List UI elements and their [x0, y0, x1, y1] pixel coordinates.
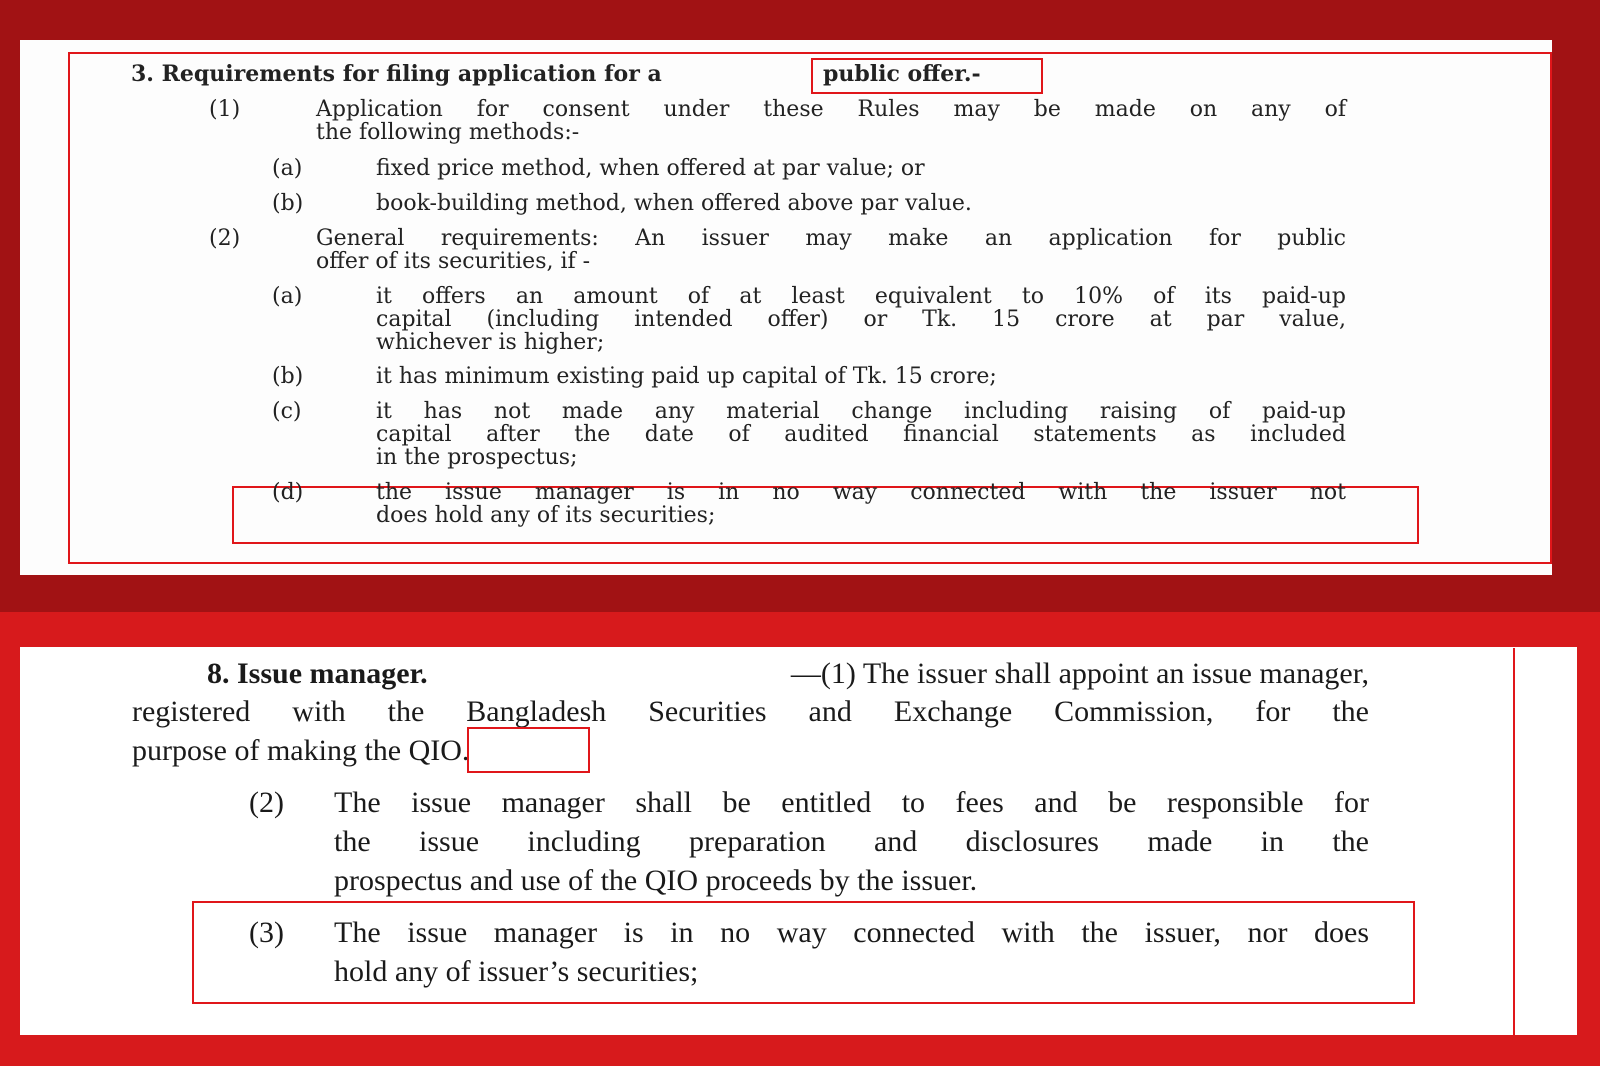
item3-line2: hold any of issuer’s securities;	[334, 955, 699, 988]
para1-line3	[132, 731, 469, 770]
para1-line3-prefix: purpose of making the	[132, 734, 402, 767]
item3-number: (3)	[249, 916, 284, 949]
para1-line1-rest: —(1) The issuer shall appoint an issue manager,	[790, 657, 1369, 690]
para1-line2: registered with the Bangladesh Securities and Exchange Commission, for the	[132, 695, 1369, 728]
sub2-item-c-line1: it has not made any material change including raising of paid-up	[376, 399, 1346, 424]
qio-panel-right-rule	[1513, 648, 1515, 1036]
qio-highlight-text: QIO.	[408, 734, 470, 767]
qio-section-heading	[207, 654, 1369, 693]
sub2-item-a-letter: (a)	[272, 284, 303, 309]
sub1-item-a-text: fixed price method, when offered at par value; or	[376, 156, 925, 181]
sub2-line2: offer of its securities, if -	[316, 249, 591, 274]
sub2-item-c-letter: (c)	[272, 399, 302, 424]
sub1-line2: the following methods:-	[316, 120, 580, 145]
sub2-item-a-line2: capital (including intended offer) or Tk. 15 crore at par value,	[376, 307, 1346, 332]
item2-number: (2)	[249, 786, 284, 819]
item2-line3: prospectus and use of the QIO proceeds by the issuer.	[334, 864, 978, 897]
item2-line2: the issue including preparation and disclosures made in the	[334, 825, 1369, 858]
sub1-item-a-letter: (a)	[272, 156, 303, 181]
sub2-item-d-line1: the issue manager is in no way connected with the issuer not	[376, 480, 1346, 505]
issue-manager-heading: 8. Issue manager.	[207, 657, 428, 690]
sub1-item-b-letter: (b)	[272, 191, 304, 216]
sub2-number: (2)	[209, 226, 241, 251]
sub2-item-c-line3: in the prospectus;	[376, 445, 578, 470]
sub2-line1: General requirements: An issuer may make an application for public	[316, 226, 1346, 251]
public-offer-highlight-text: public offer.-	[823, 61, 981, 87]
sub2-item-b-line1: it has minimum existing paid up capital of Tk. 15 crore;	[376, 364, 997, 389]
sub2-item-a-line1: it offers an amount of at least equivalent to 10% of its paid-up	[376, 284, 1346, 309]
sub1-number: (1)	[209, 97, 241, 122]
sub2-item-a-line3: whichever is higher;	[376, 330, 605, 355]
sub2-item-d-line2: does hold any of its securities;	[376, 503, 716, 528]
sub2-item-b-letter: (b)	[272, 364, 304, 389]
qio-highlight-box	[467, 727, 590, 773]
item2-line1: The issue manager shall be entitled to fees and be responsible for	[334, 786, 1369, 819]
sub2-item-d-letter: (d)	[272, 480, 304, 505]
rules-section-heading: 3. Requirements for filing application for a	[131, 61, 662, 87]
sub1-item-b-text: book-building method, when offered above par value.	[376, 191, 972, 216]
sub1-line1: Application for consent under these Rules may be made on any of	[316, 97, 1346, 122]
sub2-item-c-line2: capital after the date of audited financial statements as included	[376, 422, 1346, 447]
item3-line1: The issue manager is in no way connected with the issuer, nor does	[334, 916, 1369, 949]
